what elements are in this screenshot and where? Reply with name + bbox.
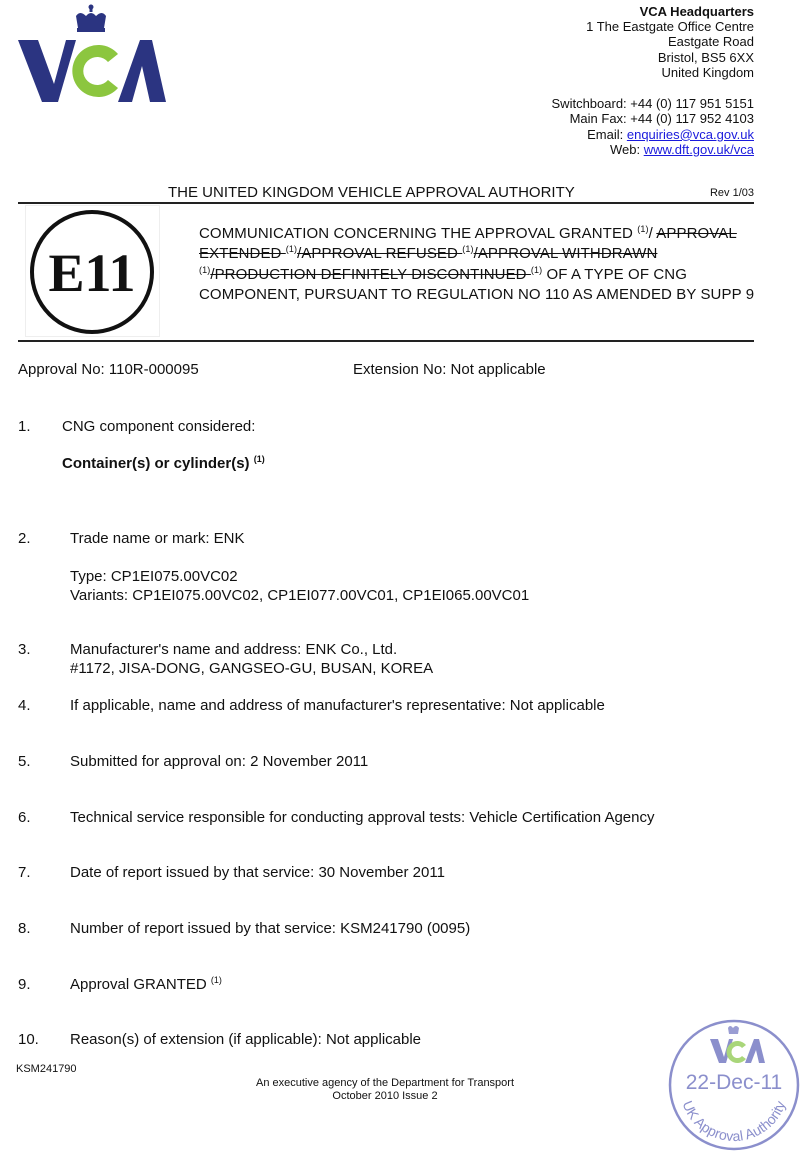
footer-agency — [200, 1077, 570, 1103]
stamp-crown-icon — [728, 1026, 739, 1034]
footnote-ref: (1) — [637, 224, 649, 234]
address-line: United Kingdom — [661, 64, 754, 80]
web-link[interactable]: www.dft.gov.uk/vca — [643, 142, 754, 158]
email-link[interactable]: enquiries@vca.gov.uk — [626, 126, 754, 142]
stamp-ring-label: UK Approval Authority — [679, 1098, 789, 1145]
divider-bottom — [18, 340, 754, 342]
web-row — [552, 142, 754, 157]
email-row — [552, 127, 754, 142]
main-fax: Main Fax: +44 (0) 117 952 4103 — [569, 111, 754, 127]
item-3 — [18, 640, 433, 678]
approval-mark-e11 — [26, 206, 159, 336]
address-text: #1172, JISA-DONG, GANGSEO-GU, BUSAN, KOREA — [70, 660, 434, 677]
item-7 — [18, 863, 445, 882]
item-body — [70, 640, 433, 678]
item-text: Submitted for approval on: 2 November 2011 — [70, 753, 369, 770]
switchboard: Switchboard: +44 (0) 117 951 5151 — [551, 96, 754, 111]
item-1-component — [62, 454, 265, 473]
item-number: 4. — [18, 697, 31, 714]
approval-mark-text: E11 — [48, 243, 136, 303]
item-text: If applicable, name and address of manufacturer's representative: Not applicable — [70, 697, 605, 714]
item-2 — [18, 529, 529, 605]
comm-slash: / — [648, 225, 657, 242]
footnote-ref: (1) — [285, 244, 298, 255]
authority-title: THE UNITED KINGDOM VEHICLE APPROVAL AUTHORITY — [168, 184, 575, 201]
type-text: Type: CP1EI075.00VC02 — [70, 568, 238, 585]
address-line: Eastgate Road — [667, 34, 754, 50]
struck-approval-withdrawn: /APPROVAL WITHDRAWN — [473, 245, 658, 263]
approval-mark-box — [25, 205, 160, 337]
footnote-ref: (1) — [199, 264, 211, 275]
item-text: CNG component considered: — [62, 418, 256, 435]
item-body — [70, 975, 222, 994]
extension-number: Extension No: Not applicable — [353, 361, 546, 378]
approval-number: Approval No: 110R-000095 — [18, 361, 199, 378]
comm-outro: OF A TYPE OF CNG COMPONENT, PURSUANT TO REGULATION NO 110 AS AMENDED BY SUPP 9 — [199, 265, 755, 304]
web-label: Web: — [609, 142, 644, 158]
stamp-graphic — [666, 1017, 800, 1153]
contact-details — [552, 96, 754, 158]
item-text: Manufacturer's name and address: ENK Co., Ltd. — [70, 641, 398, 658]
item-9 — [18, 975, 222, 994]
item-text: Reason(s) of extension (if applicable): Not applicable — [70, 1031, 422, 1048]
item-number: 3. — [18, 641, 31, 658]
struck-approval-extended: APPROVAL EXTENDED — [199, 225, 737, 263]
item-number: 10. — [18, 1031, 39, 1048]
item-number: 1. — [18, 418, 31, 435]
item-6 — [18, 808, 654, 827]
stamp-date: 22-Dec-11 — [685, 1071, 783, 1094]
item-text: Date of report issued by that service: 30 November 2011 — [70, 864, 445, 881]
email-label: Email: — [587, 126, 627, 142]
item-body — [70, 529, 529, 605]
item-text: Number of report issued by that service: KSM241790 (0095) — [70, 920, 471, 937]
footer-reference: KSM241790 — [16, 1063, 77, 1075]
item-text: Trade name or mark: ENK — [70, 530, 245, 547]
vca-logo — [14, 2, 166, 106]
footnote-ref: (1) — [253, 454, 265, 464]
struck-approval-refused: /APPROVAL REFUSED — [297, 245, 463, 263]
struck-production-discontinued: /PRODUCTION DEFINITELY DISCONTINUED — [210, 265, 531, 283]
item-number: 6. — [18, 809, 31, 826]
crown-icon — [76, 5, 106, 33]
item-5 — [18, 752, 368, 771]
variants-text: Variants: CP1EI075.00VC02, CP1EI077.00VC01, CP1EI065.00VC01 — [70, 587, 530, 604]
address-line: 1 The Eastgate Office Centre — [586, 19, 754, 35]
footnote-ref: (1) — [210, 975, 222, 985]
vca-logo-graphic — [14, 2, 166, 106]
item-4 — [18, 696, 605, 715]
divider-top — [18, 202, 754, 204]
item-number: 8. — [18, 920, 31, 937]
item-text: Approval GRANTED — [70, 976, 211, 993]
hq-title: VCA Headquarters — [639, 4, 754, 19]
communication-heading — [199, 224, 759, 306]
issue-text: October 2010 Issue 2 — [332, 1090, 438, 1102]
address-line: Bristol, BS5 6XX — [657, 49, 754, 65]
agency-text: An executive agency of the Department for Transport — [255, 1077, 515, 1089]
footnote-ref: (1) — [462, 244, 474, 255]
footnote-ref: (1) — [530, 264, 543, 275]
approval-stamp — [666, 1017, 800, 1153]
comm-intro: COMMUNICATION CONCERNING THE APPROVAL GRANTED — [199, 225, 638, 242]
item-number: 7. — [18, 864, 31, 881]
item-number: 9. — [18, 976, 31, 993]
component-name: Container(s) or cylinder(s) — [62, 455, 250, 472]
item-8 — [18, 919, 470, 938]
hq-address — [586, 4, 754, 80]
item-number: 2. — [18, 530, 31, 547]
item-1 — [18, 417, 255, 436]
item-10 — [18, 1030, 421, 1049]
revision: Rev 1/03 — [709, 187, 754, 199]
item-text: Technical service responsible for conducting approval tests: Vehicle Certification Agency — [70, 809, 655, 826]
item-number: 5. — [18, 753, 31, 770]
